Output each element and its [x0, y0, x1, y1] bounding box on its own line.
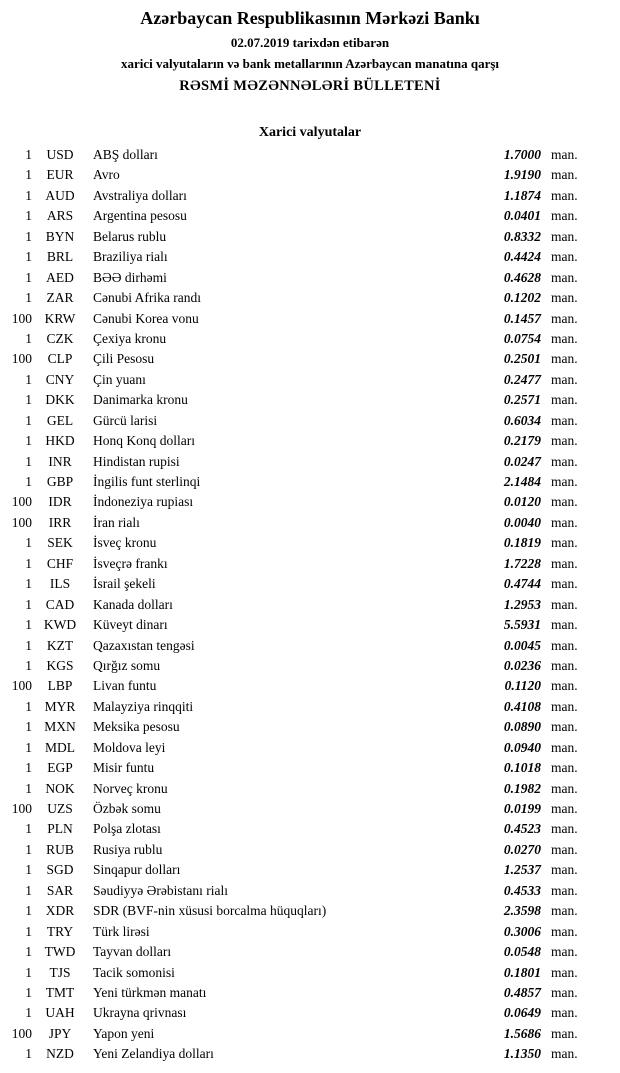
currency-code: UAH — [45, 1005, 75, 1021]
section-title-foreign-currencies: Xarici valyutalar — [258, 125, 362, 140]
rate-unit: man. — [551, 923, 578, 939]
rate-value: 0.0890 — [503, 719, 541, 735]
currency-name: Braziliya rialı — [93, 249, 168, 265]
rate-row — [0, 411, 620, 431]
currency-code: KRW — [44, 310, 76, 326]
rate-unit: man. — [551, 617, 578, 633]
rate-unit: man. — [551, 187, 578, 203]
rate-value: 0.0401 — [503, 208, 541, 224]
currency-code: ARS — [46, 208, 74, 224]
rate-unit: man. — [551, 555, 578, 571]
rate-quantity: 1 — [25, 964, 32, 980]
rate-value: 0.0548 — [503, 944, 541, 960]
rate-row — [0, 963, 620, 983]
rate-quantity: 1 — [25, 617, 32, 633]
rate-value: 0.2179 — [503, 433, 541, 449]
rate-quantity: 1 — [25, 862, 32, 878]
rate-quantity: 1 — [25, 1046, 32, 1062]
rate-row — [0, 758, 620, 778]
currency-name: Qazaxıstan tengəsi — [93, 637, 195, 653]
currency-code: KWD — [43, 617, 77, 633]
rate-value: 0.4533 — [503, 882, 541, 898]
rate-quantity: 1 — [25, 698, 32, 714]
rate-quantity: 1 — [25, 576, 32, 592]
rate-value: 0.0120 — [503, 494, 541, 510]
rate-row — [0, 206, 620, 226]
currency-code: ILS — [49, 576, 71, 592]
rate-row — [0, 268, 620, 288]
rate-row — [0, 472, 620, 492]
rate-unit: man. — [551, 535, 578, 551]
rate-value: 1.1874 — [503, 187, 541, 203]
currency-code: MYR — [44, 698, 76, 714]
rate-value: 0.1120 — [504, 678, 541, 694]
currency-name: Səudiyyə Ərəbistanı rialı — [93, 882, 228, 898]
currency-name: Belarus rublu — [93, 228, 167, 244]
rate-value: 0.8332 — [503, 228, 541, 244]
rate-unit: man. — [551, 412, 578, 428]
currency-name: Misir funtu — [93, 760, 155, 776]
currency-code: ZAR — [46, 290, 74, 306]
rate-quantity: 1 — [25, 841, 32, 857]
rate-value: 0.4523 — [503, 821, 541, 837]
currency-name: İran rialı — [93, 514, 140, 530]
rate-value: 0.4744 — [503, 576, 541, 592]
rate-unit: man. — [551, 371, 578, 387]
rate-row — [0, 636, 620, 656]
rate-value: 0.0236 — [503, 657, 541, 673]
currency-code: TMT — [45, 984, 75, 1000]
rate-row — [0, 288, 620, 308]
rate-value: 1.1350 — [503, 1046, 541, 1062]
rate-unit: man. — [551, 1005, 578, 1021]
rate-unit: man. — [551, 494, 578, 510]
currency-name: Yeni Zelandiya dolları — [93, 1046, 214, 1062]
rate-value: 2.3598 — [503, 903, 541, 919]
currency-name: Argentina pesosu — [93, 208, 187, 224]
currency-name: Meksika pesosu — [93, 719, 180, 735]
rate-value: 0.1018 — [503, 760, 541, 776]
rate-unit: man. — [551, 330, 578, 346]
rate-quantity: 100 — [11, 801, 32, 816]
rate-unit: man. — [551, 862, 578, 878]
rate-value: 0.0270 — [503, 841, 541, 857]
currency-code: BYN — [45, 228, 75, 244]
currency-name: Qırğız somu — [93, 657, 161, 673]
rate-unit: man. — [551, 474, 578, 489]
rate-quantity: 1 — [25, 453, 32, 469]
rate-quantity: 100 — [11, 310, 32, 326]
currency-code: KGS — [46, 657, 74, 673]
currency-name: Avstraliya dolları — [93, 187, 187, 203]
rate-row — [0, 533, 620, 553]
rate-row — [0, 329, 620, 349]
rate-row — [0, 1044, 620, 1064]
rate-value: 0.0247 — [503, 453, 541, 469]
currency-name: Yeni türkmən manatı — [93, 984, 207, 1000]
rate-unit: man. — [551, 882, 578, 898]
rate-row — [0, 1003, 620, 1023]
currency-name: Özbək somu — [93, 801, 161, 816]
currency-name: Cənubi Afrika randı — [93, 290, 201, 306]
rate-quantity: 1 — [25, 657, 32, 673]
rate-quantity: 1 — [25, 392, 32, 408]
currency-code: TWD — [44, 944, 76, 960]
bank-name-title: Azərbaycan Respublikasının Mərkəzi Bankı — [140, 8, 480, 28]
rate-quantity: 1 — [25, 882, 32, 898]
rate-quantity: 1 — [25, 555, 32, 571]
rate-value: 0.1457 — [503, 310, 541, 326]
currency-code: IRR — [48, 514, 72, 530]
currency-code: CNY — [45, 371, 75, 387]
rate-row — [0, 983, 620, 1003]
rate-row — [0, 799, 620, 819]
rate-quantity: 1 — [25, 433, 32, 449]
rate-row — [0, 779, 620, 799]
rate-row — [0, 901, 620, 921]
rate-value: 0.0649 — [503, 1005, 541, 1021]
currency-name: İsveç kronu — [93, 535, 157, 551]
rate-quantity: 1 — [25, 412, 32, 428]
rate-value: 1.5686 — [503, 1025, 541, 1041]
rate-value: 0.4628 — [503, 269, 541, 285]
rate-value: 0.0040 — [503, 514, 541, 530]
rate-unit: man. — [551, 944, 578, 960]
currency-code: MXN — [44, 719, 76, 735]
currency-name: İndoneziya rupiası — [93, 494, 194, 510]
currency-name: Kanada dolları — [93, 596, 173, 612]
rate-quantity: 100 — [11, 1025, 32, 1041]
currency-name: Çin yuanı — [93, 371, 146, 387]
currency-code: AED — [46, 269, 74, 285]
rate-quantity: 1 — [25, 637, 32, 653]
rate-value: 1.7228 — [503, 555, 541, 571]
rate-quantity: 100 — [11, 494, 32, 510]
rate-quantity: 1 — [25, 228, 32, 244]
rate-row — [0, 431, 620, 451]
rate-value: 1.9190 — [503, 167, 541, 183]
currency-name: Tacik somonisi — [93, 964, 175, 980]
rate-row — [0, 309, 620, 329]
rate-row — [0, 145, 620, 165]
rate-unit: man. — [551, 903, 578, 919]
rate-unit: man. — [551, 678, 578, 694]
rate-row — [0, 881, 620, 901]
rate-unit: man. — [551, 657, 578, 673]
currency-code: AUD — [45, 187, 75, 203]
rate-unit: man. — [551, 596, 578, 612]
rate-unit: man. — [551, 392, 578, 408]
currency-code: INR — [48, 453, 72, 469]
rate-quantity: 1 — [25, 780, 32, 796]
rate-quantity: 1 — [25, 167, 32, 183]
rate-quantity: 1 — [25, 760, 32, 776]
currency-code: USD — [46, 147, 74, 162]
rate-quantity: 100 — [11, 351, 32, 367]
currency-name: Danimarka kronu — [93, 392, 188, 408]
currency-name: Norveç kronu — [93, 780, 168, 796]
rate-value: 0.1982 — [503, 780, 541, 796]
rate-row — [0, 349, 620, 369]
rate-quantity: 1 — [25, 535, 32, 551]
rate-row — [0, 676, 620, 696]
rate-quantity: 1 — [25, 290, 32, 306]
rate-unit: man. — [551, 760, 578, 776]
currency-code: GBP — [46, 474, 74, 489]
rate-unit: man. — [551, 841, 578, 857]
currency-name: Sinqapur dolları — [93, 862, 181, 878]
rate-row — [0, 656, 620, 676]
rate-row — [0, 227, 620, 247]
rate-row — [0, 738, 620, 758]
rate-row — [0, 840, 620, 860]
rate-unit: man. — [551, 249, 578, 265]
currency-name: İngilis funt sterlinqi — [93, 474, 201, 489]
rate-unit: man. — [551, 637, 578, 653]
rate-row — [0, 595, 620, 615]
rate-quantity: 100 — [11, 678, 32, 694]
rate-unit: man. — [551, 739, 578, 755]
rate-quantity: 1 — [25, 330, 32, 346]
currency-name: Livan funtu — [93, 678, 157, 694]
currency-code: XDR — [45, 903, 75, 919]
rate-row — [0, 513, 620, 533]
rate-value: 5.5931 — [503, 617, 541, 633]
rate-quantity: 1 — [25, 147, 32, 162]
rate-row — [0, 860, 620, 880]
rate-value: 0.1801 — [503, 964, 541, 980]
rate-unit: man. — [551, 147, 578, 162]
rate-value: 0.4857 — [503, 984, 541, 1000]
rate-row — [0, 452, 620, 472]
rate-unit: man. — [551, 228, 578, 244]
currency-name: Avro — [93, 167, 120, 183]
rate-quantity: 1 — [25, 208, 32, 224]
currency-code: DKK — [45, 392, 75, 408]
currency-name: Honq Konq dolları — [93, 433, 195, 449]
rate-unit: man. — [551, 964, 578, 980]
currency-code: KZT — [46, 637, 74, 653]
rate-unit: man. — [551, 698, 578, 714]
currency-code: NOK — [45, 780, 75, 796]
rate-unit: man. — [551, 290, 578, 306]
rate-quantity: 1 — [25, 269, 32, 285]
exchange-rates-table — [0, 145, 620, 1065]
currency-code: BRL — [46, 249, 74, 265]
rate-row — [0, 697, 620, 717]
currency-code: SAR — [46, 882, 74, 898]
rate-unit: man. — [551, 719, 578, 735]
currency-code: UZS — [47, 801, 73, 816]
currency-code: RUB — [46, 841, 74, 857]
rate-unit: man. — [551, 351, 578, 367]
rate-quantity: 100 — [11, 514, 32, 530]
currency-name: Türk lirəsi — [93, 923, 150, 939]
currency-code: LBP — [47, 678, 73, 694]
currency-code: MDL — [45, 739, 75, 755]
rate-value: 0.0045 — [503, 637, 541, 653]
rate-unit: man. — [551, 1025, 578, 1041]
rate-quantity: 1 — [25, 596, 32, 612]
rate-unit: man. — [551, 780, 578, 796]
currency-code: HKD — [45, 433, 75, 449]
subject-line: xarici valyutaların və bank metallarının Azərbaycan manatına qarşı — [120, 56, 500, 71]
rate-row — [0, 165, 620, 185]
currency-name: Gürcü larisi — [93, 412, 158, 428]
rate-quantity: 1 — [25, 903, 32, 919]
rate-row — [0, 615, 620, 635]
currency-name: İsrail şekeli — [93, 576, 156, 592]
rate-row — [0, 186, 620, 206]
rate-unit: man. — [551, 208, 578, 224]
currency-name: Çexiya kronu — [93, 330, 167, 346]
rate-quantity: 1 — [25, 249, 32, 265]
currency-code: GEL — [46, 412, 74, 428]
rate-unit: man. — [551, 576, 578, 592]
effective-date-line: 02.07.2019 tarixdən etibarən — [230, 35, 390, 50]
rate-quantity: 1 — [25, 984, 32, 1000]
rate-row — [0, 717, 620, 737]
currency-code: CHF — [46, 555, 74, 571]
rate-value: 2.1484 — [503, 474, 541, 489]
rate-value: 0.0940 — [503, 739, 541, 755]
rate-quantity: 1 — [25, 719, 32, 735]
currency-code: EUR — [46, 167, 74, 183]
currency-name: Cənubi Korea vonu — [93, 310, 199, 326]
rate-value: 0.0754 — [503, 330, 541, 346]
rate-unit: man. — [551, 801, 578, 816]
currency-code: IDR — [48, 494, 72, 510]
rate-row — [0, 554, 620, 574]
currency-code: CAD — [45, 596, 75, 612]
rate-value: 0.3006 — [503, 923, 541, 939]
rate-row — [0, 247, 620, 267]
currency-code: CZK — [46, 330, 74, 346]
rate-quantity: 1 — [25, 739, 32, 755]
rate-value: 0.4424 — [503, 249, 541, 265]
rate-value: 0.1202 — [503, 290, 541, 306]
currency-name: Rusiya rublu — [93, 841, 163, 857]
rate-unit: man. — [551, 167, 578, 183]
rate-unit: man. — [551, 821, 578, 837]
currency-code: SEK — [47, 535, 73, 551]
rate-row — [0, 370, 620, 390]
currency-code: SGD — [46, 862, 74, 878]
currency-name: BƏƏ dirhəmi — [93, 269, 167, 285]
rate-unit: man. — [551, 453, 578, 469]
rate-value: 0.2571 — [503, 392, 541, 408]
currency-name: SDR (BVF-nin xüsusi borcalma hüquqları) — [93, 903, 327, 919]
currency-code: NZD — [46, 1046, 74, 1062]
currency-code: EGP — [47, 760, 73, 776]
rate-unit: man. — [551, 310, 578, 326]
currency-code: TJS — [49, 964, 71, 980]
rate-row — [0, 492, 620, 512]
currency-name: Hindistan rupisi — [93, 453, 180, 469]
rate-value: 0.6034 — [503, 412, 541, 428]
currency-code: TRY — [46, 923, 74, 939]
rate-value: 1.2537 — [503, 862, 541, 878]
rate-value: 0.0199 — [503, 801, 541, 816]
rate-row — [0, 574, 620, 594]
rate-value: 0.2477 — [503, 371, 541, 387]
currency-code: JPY — [48, 1025, 72, 1041]
rate-row — [0, 922, 620, 942]
rate-quantity: 1 — [25, 821, 32, 837]
currency-name: Küveyt dinarı — [93, 617, 168, 633]
currency-name: İsveçrə frankı — [93, 555, 168, 571]
rate-unit: man. — [551, 1046, 578, 1062]
currency-code: CLP — [47, 351, 73, 367]
currency-name: Ukrayna qrivnası — [93, 1005, 187, 1021]
rate-quantity: 1 — [25, 923, 32, 939]
rate-quantity: 1 — [25, 474, 32, 489]
rate-row — [0, 942, 620, 962]
rate-unit: man. — [551, 984, 578, 1000]
currency-name: ABŞ dolları — [93, 147, 158, 162]
currency-name: Polşa zlotası — [93, 821, 161, 837]
rate-value: 0.4108 — [503, 698, 541, 714]
rate-row — [0, 1024, 620, 1044]
rate-value: 0.1819 — [503, 535, 541, 551]
rate-unit: man. — [551, 433, 578, 449]
rate-quantity: 1 — [25, 1005, 32, 1021]
rate-unit: man. — [551, 514, 578, 530]
rate-row — [0, 819, 620, 839]
currency-name: Çili Pesosu — [93, 351, 155, 367]
currency-code: PLN — [47, 821, 73, 837]
rate-unit: man. — [551, 269, 578, 285]
rate-quantity: 1 — [25, 187, 32, 203]
bulletin-title: RƏSMİ MƏZƏNNƏLƏRİ BÜLLETENİ — [179, 78, 441, 94]
rate-value: 0.2501 — [503, 351, 541, 367]
currency-name: Tayvan dolları — [93, 944, 172, 960]
currency-name: Moldova leyi — [93, 739, 166, 755]
rate-row — [0, 390, 620, 410]
currency-name: Yapon yeni — [93, 1025, 155, 1041]
rate-value: 1.7000 — [503, 147, 541, 162]
currency-name: Malayziya rinqqiti — [93, 698, 194, 714]
rate-quantity: 1 — [25, 944, 32, 960]
rate-value: 1.2953 — [503, 596, 541, 612]
rate-quantity: 1 — [25, 371, 32, 387]
